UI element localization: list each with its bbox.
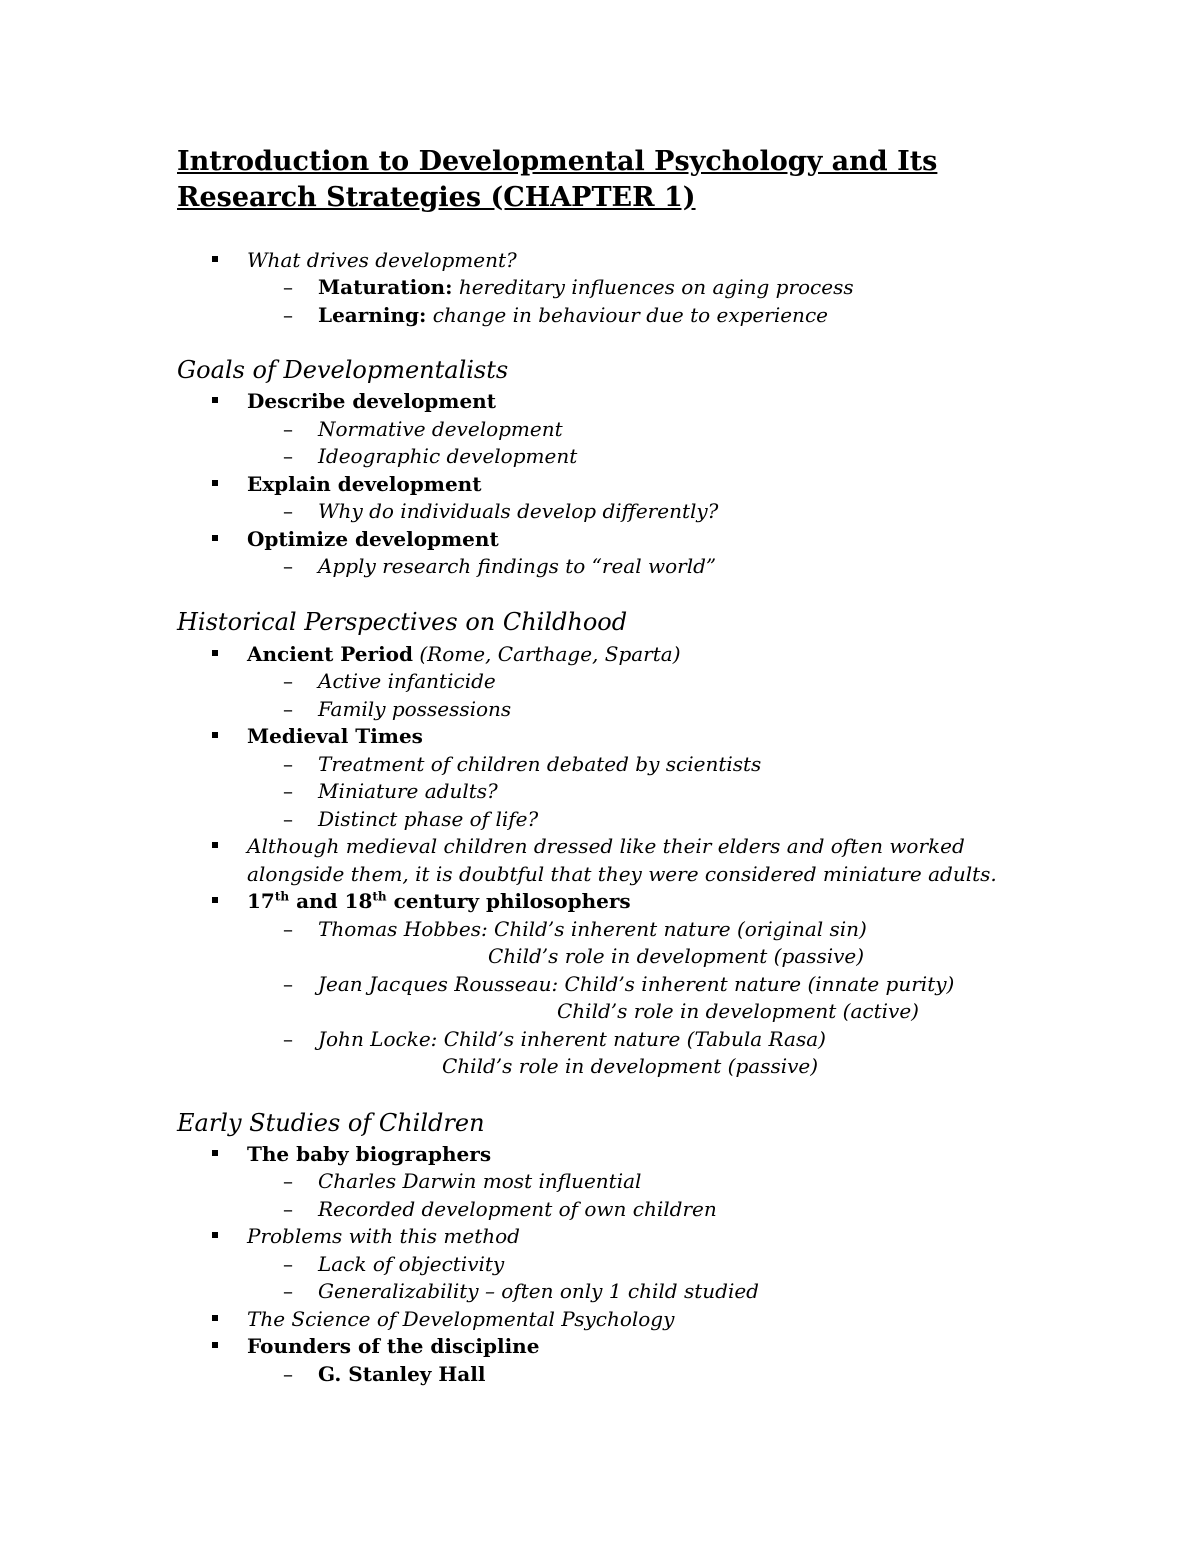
dash-marker: –	[283, 917, 293, 941]
list-item	[247, 723, 423, 749]
list-item	[318, 1026, 826, 1052]
list-item	[247, 247, 517, 273]
text-span: Goals of Developmentalists	[177, 356, 509, 384]
list-item	[318, 302, 828, 328]
text-span: (Rome, Carthage, Sparta)	[413, 642, 681, 666]
text-span: Maturation:	[318, 275, 453, 299]
text-span: and 18	[289, 889, 373, 913]
dash-marker: –	[283, 275, 293, 299]
bullet-icon	[212, 897, 218, 903]
dash-marker: –	[283, 752, 293, 776]
list-item	[318, 751, 761, 777]
text-span: Problems with this method	[247, 1224, 520, 1248]
list-item	[318, 416, 563, 442]
list-item	[318, 1278, 759, 1304]
bullet-icon	[212, 1342, 218, 1348]
text-span: Thomas Hobbes: Child’s inherent nature (original sin)	[318, 917, 867, 941]
section-heading	[177, 355, 508, 385]
section-heading	[177, 607, 627, 637]
text-span: Child’s role in development (passive)	[488, 944, 865, 968]
document-title-line-1: Introduction to Developmental Psychology and Its	[177, 146, 938, 177]
bullet-icon	[212, 397, 218, 403]
list-item	[247, 1306, 674, 1332]
list-item	[442, 1053, 818, 1079]
dash-marker: –	[283, 1362, 293, 1386]
text-span: Family possessions	[318, 697, 512, 721]
dash-marker: –	[283, 669, 293, 693]
text-span: change in behaviour due to experience	[426, 303, 828, 327]
list-item	[318, 778, 498, 804]
dash-marker: –	[283, 779, 293, 803]
text-span: th	[372, 889, 387, 904]
section-heading	[177, 1108, 485, 1138]
bullet-icon	[212, 1232, 218, 1238]
dash-marker: –	[283, 554, 293, 578]
list-item	[318, 668, 496, 694]
dash-marker: –	[283, 807, 293, 831]
list-item	[318, 553, 716, 579]
text-span: Treatment of children debated by scientists	[318, 752, 762, 776]
text-span: Child’s role in development (active)	[557, 999, 919, 1023]
text-span: Apply research findings to “real world”	[318, 554, 717, 578]
bullet-icon	[212, 256, 218, 262]
list-item	[247, 1141, 491, 1167]
list-item	[318, 274, 854, 300]
text-span: Jean Jacques Rousseau: Child’s inherent nature (innate purity)	[318, 972, 955, 996]
list-item	[247, 388, 496, 414]
list-item	[318, 498, 718, 524]
text-span: Why do individuals develop differently?	[318, 499, 719, 523]
text-span: Distinct phase of life?	[318, 807, 539, 831]
text-span: Lack of objectivity	[318, 1252, 505, 1276]
text-span: Describe development	[247, 389, 496, 413]
list-item	[247, 641, 681, 667]
dash-marker: –	[283, 303, 293, 327]
dash-marker: –	[283, 1169, 293, 1193]
text-span: John Locke: Child’s inherent nature (Tabula Rasa)	[318, 1027, 826, 1051]
text-span: alongside them, it is doubtful that they were considered miniature adults.	[247, 862, 997, 886]
dash-marker: –	[283, 499, 293, 523]
text-span: The Science of Developmental Psychology	[247, 1307, 675, 1331]
dash-marker: –	[283, 417, 293, 441]
text-span: hereditary influences on aging process	[452, 275, 854, 299]
dash-marker: –	[283, 1027, 293, 1051]
list-item	[318, 971, 954, 997]
list-item	[247, 1223, 520, 1249]
text-span: Early Studies of Children	[177, 1109, 485, 1137]
list-item	[318, 806, 538, 832]
list-item	[318, 916, 867, 942]
list-item	[488, 943, 864, 969]
text-span: Generalizability – often only 1 child studied	[318, 1279, 759, 1303]
list-item	[318, 1168, 641, 1194]
list-item	[318, 1196, 717, 1222]
text-span: What drives development?	[247, 248, 517, 272]
list-item	[247, 861, 997, 887]
text-span: Optimize development	[247, 527, 499, 551]
bullet-icon	[212, 1315, 218, 1321]
text-span: Recorded development of own children	[318, 1197, 717, 1221]
bullet-icon	[212, 535, 218, 541]
text-span: Historical Perspectives on Childhood	[177, 608, 628, 636]
text-span: Charles Darwin most influential	[318, 1169, 642, 1193]
list-item	[318, 1361, 485, 1387]
text-span: G. Stanley Hall	[318, 1362, 486, 1386]
list-item	[247, 833, 965, 859]
text-span: Child’s role in development (passive)	[442, 1054, 819, 1078]
bullet-icon	[212, 650, 218, 656]
bullet-icon	[212, 480, 218, 486]
list-item	[318, 1251, 504, 1277]
list-item	[318, 696, 511, 722]
list-item	[557, 998, 919, 1024]
text-span: 17	[247, 889, 275, 913]
dash-marker: –	[283, 444, 293, 468]
bullet-icon	[212, 732, 218, 738]
dash-marker: –	[283, 1279, 293, 1303]
list-item	[318, 443, 577, 469]
text-span: The baby biographers	[247, 1142, 492, 1166]
text-span: Normative development	[318, 417, 563, 441]
text-span: Active infanticide	[318, 669, 496, 693]
text-span: th	[274, 889, 290, 904]
text-span: century philosophers	[386, 889, 631, 913]
bullet-icon	[212, 1150, 218, 1156]
text-span: Founders of the discipline	[247, 1334, 540, 1358]
text-span: Medieval Times	[247, 724, 423, 748]
text-span: Ideographic development	[318, 444, 578, 468]
bullet-icon	[212, 842, 218, 848]
dash-marker: –	[283, 972, 293, 996]
list-item	[247, 1333, 539, 1359]
dash-marker: –	[283, 1252, 293, 1276]
dash-marker: –	[283, 1197, 293, 1221]
list-item	[247, 526, 499, 552]
text-span: Explain development	[247, 472, 482, 496]
text-span: Learning:	[318, 303, 427, 327]
list-item	[247, 471, 481, 497]
dash-marker: –	[283, 697, 293, 721]
list-item	[247, 888, 631, 914]
text-span: Ancient Period	[247, 642, 413, 666]
document-title-line-2: Research Strategies (CHAPTER 1)	[177, 182, 696, 213]
text-span: Although medieval children dressed like their elders and often worked	[247, 834, 965, 858]
text-span: Miniature adults?	[318, 779, 498, 803]
